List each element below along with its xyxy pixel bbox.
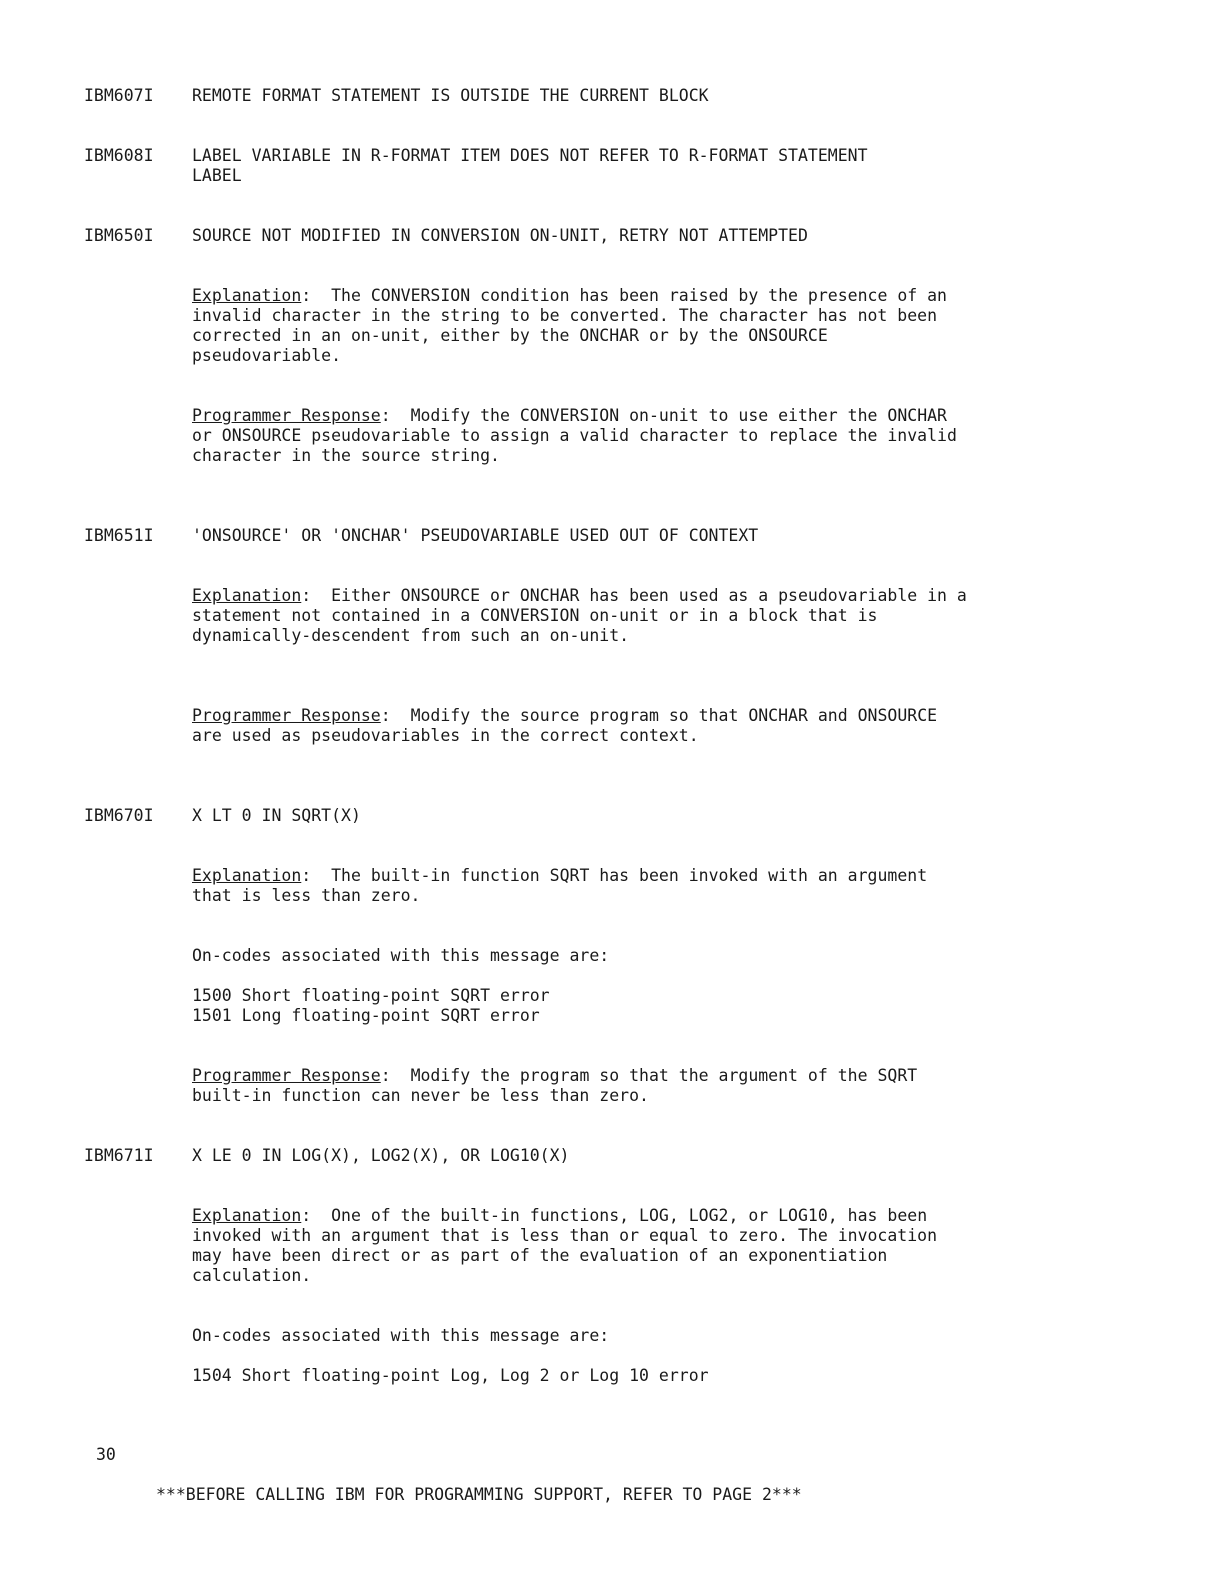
explanation-text: The built-in function SQRT has been invoked with an argument that is less than zero. — [192, 866, 928, 905]
message-title: LABEL VARIABLE IN R-FORMAT ITEM DOES NOT REFER TO R-FORMAT STATEMENT LABEL — [192, 146, 868, 185]
explanation-text: The CONVERSION condition has been raised by the presence of an invalid character in the string to be converted. The character has not been corrected in an on-unit, either by the ONCHAR or by the ONSOURCE pseudovariable. — [192, 286, 947, 365]
message-code: IBM671I — [84, 1146, 154, 1165]
response-ibm651i: Programmer Response: Modify the source program so that ONCHAR and ONSOURCE are used as pseudovariables in the correct context. — [192, 706, 938, 745]
response-text: Modify the source program so that ONCHAR and ONSOURCE are used as pseudovariables in the correct context. — [192, 706, 938, 745]
oncode-1501: 1501 Long floating-point SQRT error — [192, 1006, 540, 1025]
explanation-label: Explanation — [192, 1206, 302, 1225]
message-title: 'ONSOURCE' OR 'ONCHAR' PSEUDOVARIABLE USED OUT OF CONTEXT — [192, 526, 759, 545]
message-code: IBM608I — [84, 146, 154, 165]
response-ibm650i: Programmer Response: Modify the CONVERSION on-unit to use either the ONCHAR or ONSOURCE pseudovariable to assign a valid character to replace the invalid character in the source string. — [192, 406, 957, 465]
explanation-ibm671i: Explanation: One of the built-in functions, LOG, LOG2, or LOG10, has been invoked with an argument that is less than or equal to zero. The invocation may have been direct or as part of the evaluation of an exponentiation calculation. — [192, 1206, 938, 1285]
response-label: Programmer Response — [192, 706, 381, 725]
oncode-1500: 1500 Short floating-point SQRT error — [192, 986, 550, 1005]
response-label: Programmer Response — [192, 406, 381, 425]
response-text: Modify the CONVERSION on-unit to use either the ONCHAR or ONSOURCE pseudovariable to assign a valid character to replace the invalid character in the source string. — [192, 406, 957, 465]
oncode-1504: 1504 Short floating-point Log, Log 2 or Log 10 error — [192, 1366, 709, 1385]
response-text: Modify the program so that the argument of the SQRT built-in function can never be less than zero. — [192, 1066, 918, 1105]
explanation-text: Either ONSOURCE or ONCHAR has been used as a pseudovariable in a statement not contained in a CONVERSION on-unit or in a block that is dynamically-descendent from such an on-unit. — [192, 586, 967, 645]
message-title: X LT 0 IN SQRT(X) — [192, 806, 361, 825]
message-code: IBM651I — [84, 526, 154, 545]
explanation-ibm670i: Explanation: The built-in function SQRT has been invoked with an argument that is less than zero. — [192, 866, 928, 905]
explanation-ibm650i: Explanation: The CONVERSION condition has been raised by the presence of an invalid character in the string to be converted. The character has not been corrected in an on-unit, either by the ONCHAR or by the ONSOURCE pseudovariable. — [192, 286, 947, 365]
response-ibm670i: Programmer Response: Modify the program so that the argument of the SQRT built-in function can never be less than zero. — [192, 1066, 918, 1105]
message-code: IBM650I — [84, 226, 154, 245]
message-code: IBM607I — [84, 86, 154, 105]
explanation-ibm651i: Explanation: Either ONSOURCE or ONCHAR has been used as a pseudovariable in a statement not contained in a CONVERSION on-unit or in a block that is dynamically-descendent from such an on-unit. — [192, 586, 967, 645]
message-code: IBM670I — [84, 806, 154, 825]
page-number: 30 — [96, 1445, 116, 1464]
oncodes-intro-ibm670i: On-codes associated with this message are: — [192, 946, 610, 965]
oncodes-intro-ibm671i: On-codes associated with this message are: — [192, 1326, 610, 1345]
explanation-label: Explanation — [192, 866, 302, 885]
message-title: REMOTE FORMAT STATEMENT IS OUTSIDE THE CURRENT BLOCK — [192, 86, 709, 105]
response-label: Programmer Response — [192, 1066, 381, 1085]
explanation-text: One of the built-in functions, LOG, LOG2, or LOG10, has been invoked with an argument that is less than or equal to zero. The invocation may have been direct or as part of the evaluation of an exponentiation calculation. — [192, 1206, 938, 1285]
message-title: SOURCE NOT MODIFIED IN CONVERSION ON-UNIT, RETRY NOT ATTEMPTED — [192, 226, 808, 245]
explanation-label: Explanation — [192, 586, 302, 605]
explanation-label: Explanation — [192, 286, 302, 305]
support-footer: ***BEFORE CALLING IBM FOR PROGRAMMING SUPPORT, REFER TO PAGE 2*** — [156, 1485, 802, 1504]
message-title: X LE 0 IN LOG(X), LOG2(X), OR LOG10(X) — [192, 1146, 570, 1165]
